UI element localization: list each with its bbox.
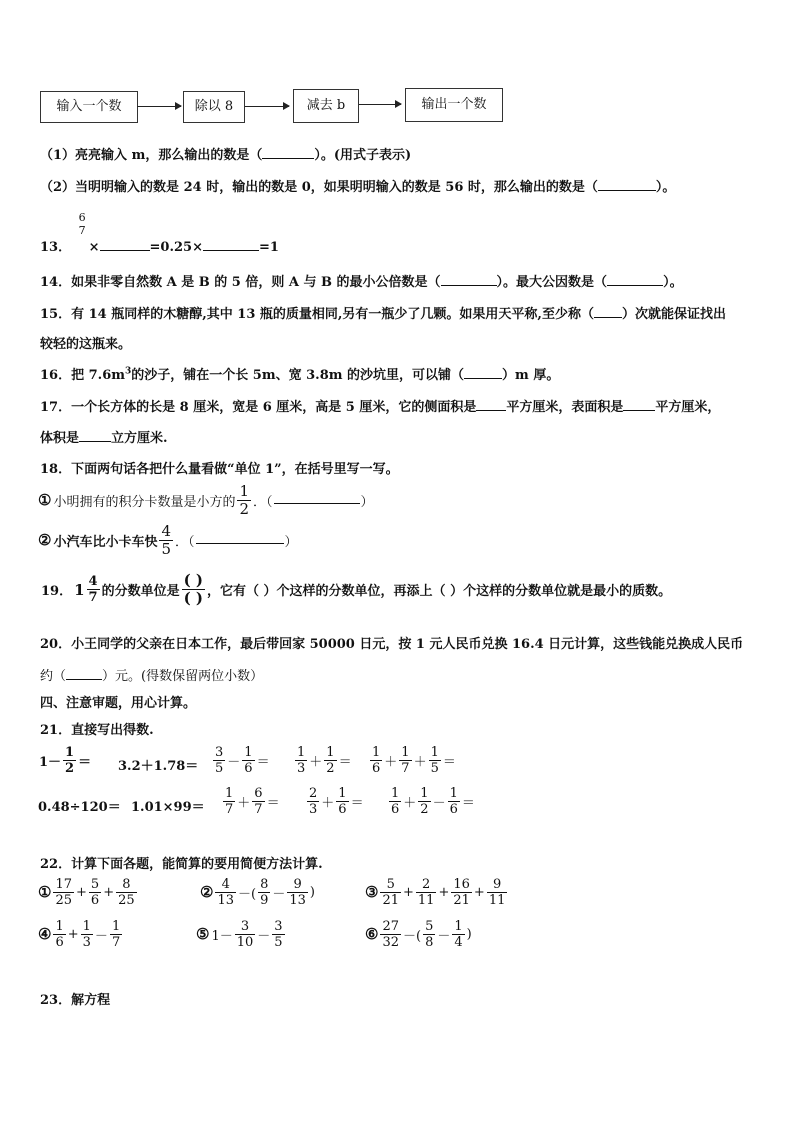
q21-title: 21．直接写出得数. — [40, 723, 154, 738]
q22-item4: ④ $\frac{1}{6}$ + $\frac{1}{3}$ － $\frac{1}{7}$ — [38, 919, 121, 950]
q14: 14．如果非零自然数 A 是 B 的 5 倍，则 A 与 B 的最小公倍数是（ ）。最大公因数是（ ）。 — [40, 275, 683, 290]
q15-line1: 15．有 14 瓶同样的木糖醇,其中 13 瓶的质量相同,另有一瓶少了几颗。如果用天平称,至少称（ ）次就能保证找出 — [40, 307, 726, 322]
q21-e2: 3.2＋1.78＝ — [118, 759, 199, 774]
q21-e6: 0.48÷120＝ — [38, 800, 121, 815]
q18-title: 18．下面两句话各把什么量看做“单位 1”，在括号里写一写。 — [40, 462, 399, 477]
q21-row1: 1－ $\frac{1}{2}$ ＝ — [39, 745, 92, 776]
q20-line2: 约（ ）元。(得数保留两位小数） — [40, 669, 264, 684]
q18-item2: ② 小汽车比小卡车快 $\frac{4}{5}$ ．（ ） — [38, 522, 298, 558]
q12-part2: （2）当明明输入的数是 24 时，输出的数是 0，如果明明输入的数是 56 时，那么输出的数是（ ）。 — [40, 180, 676, 195]
q21-e7: 1.01×99＝ — [131, 800, 205, 815]
q13: 13． 6 7 × =0.25× =1 — [40, 211, 279, 255]
q17-line1: 17．一个长方体的长是 8 厘米，宽是 6 厘米，高是 5 厘米，它的侧面积是 平方厘米，表面积是 平方厘米， — [40, 400, 721, 415]
q21-e5: $\frac{1}{6}$ ＋ $\frac{1}{7}$ ＋ $\frac{1}{5}$ ＝ — [372, 745, 456, 776]
q21-e9: $\frac{2}{3}$ ＋ $\frac{1}{6}$ ＝ — [309, 786, 364, 817]
flow-box-subtract: 减去 b — [293, 89, 359, 123]
q23-title: 23．解方程 — [40, 993, 111, 1008]
flow-arrow-1 — [137, 106, 181, 107]
q17-line2: 体积是 立方厘米. — [40, 431, 168, 446]
flow-arrow-3 — [359, 104, 401, 105]
q21-e8: $\frac{1}{7}$ ＋ $\frac{6}{7}$ ＝ — [225, 786, 280, 817]
q18-item1: ① 小明拥有的积分卡数量是小方的 $\frac{1}{2}$ ．（ ） — [38, 482, 374, 518]
q22-item3: ③ $\frac{5}{21}$ + $\frac{2}{11}$ + $\frac{16}{21}$ + $\frac{9}{11}$ — [365, 877, 506, 908]
q16: 16．把 $7.6m^3$的沙子，铺在一个长 5m、宽 3.8m 的沙坑里，可以铺（ ）m 厚。 — [40, 366, 560, 383]
q21-e4: $\frac{1}{3}$ ＋ $\frac{1}{2}$ ＝ — [297, 745, 352, 776]
flow-arrow-2 — [245, 106, 289, 107]
q22-item1: ① $\frac{17}{25}$ + $\frac{5}{6}$ + $\frac{8}{25}$ — [38, 877, 135, 908]
q22-title: 22．计算下面各题，能简算的要用简便方法计算. — [40, 857, 323, 872]
q15-line2: 较轻的这瓶来。 — [40, 337, 132, 352]
q19: 19． 1 $\frac{4}{7}$ 的分数单位是 $\frac{( )}{( )}$ ，它有（ ）个这样的分数单位，再添上（ ）个这样的分数单位就是最小的质数。 — [41, 571, 672, 607]
q21-e10: $\frac{1}{6}$ ＋ $\frac{1}{2}$ － $\frac{1}{6}$ ＝ — [391, 786, 475, 817]
flow-box-input: 输入一个数 — [40, 91, 138, 123]
q22-item2: ② $\frac{4}{13}$ －( $\frac{8}{9}$ － $\frac{9}{13}$ ) — [200, 877, 315, 908]
section-4-heading: 四、注意审题，用心计算。 — [40, 696, 197, 711]
q22-item6: ⑥ $\frac{27}{32}$ －( $\frac{5}{8}$ － $\frac{1}{4}$ ) — [365, 919, 472, 950]
q20-line1: 20．小王同学的父亲在日本工作，最后带回家 50000 日元，按 1 元人民币兑换 16.4 日元计算，这些钱能兑换成人民币 — [40, 637, 744, 652]
q12-part1: （1）亮亮输入 m，那么输出的数是（ ）。(用式子表示) — [40, 148, 412, 163]
q19-blank-fraction: $\frac{( )}{( )}$ — [183, 571, 204, 607]
flow-box-output: 输出一个数 — [405, 88, 503, 122]
q22-item5: ⑤ 1－ $\frac{3}{10}$ － $\frac{3}{5}$ — [196, 919, 283, 950]
flow-box-divide: 除以 8 — [183, 91, 245, 123]
q21-e3: $\frac{3}{5}$ － $\frac{1}{6}$ ＝ — [215, 745, 270, 776]
q13-fraction: 6 7 — [78, 211, 86, 237]
